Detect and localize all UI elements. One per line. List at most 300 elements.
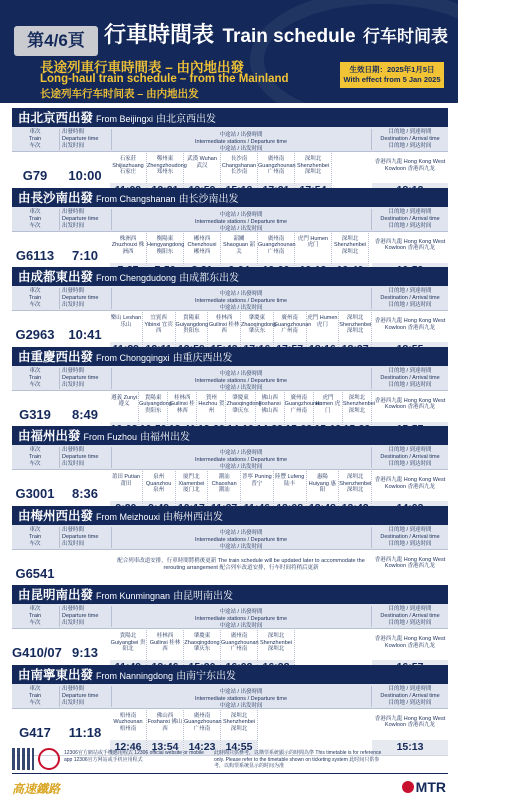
stop-name: 廣州南 Guangzhounan 广州南 [258,235,296,255]
column-header-line: 车次 [29,461,41,467]
column-header-line: 目的地 / 到达时间 [388,699,432,706]
section-heading-zh: 由長沙南出發 [18,190,94,205]
column-header-line: Train [28,136,42,142]
column-header-row [12,604,448,629]
departure-time: 8:36 [71,486,99,501]
title-zh: 行車時間表 [104,23,215,48]
column-header-line: 目的地 / 到达时间 [388,302,432,308]
column-header-line: 出发时间 [62,620,85,626]
arrival-time: 15:13 [372,740,448,755]
column-separator [59,686,60,707]
stop-name: 武漢 Wuhan 武汉 [187,156,217,169]
column-header-intermediate [112,286,370,311]
page-header [0,0,458,103]
column-header-line: 出發時間 [62,447,85,453]
stop-name: 貴陽東 Guiyangdong 贵阳东 [175,315,209,334]
column-header-line: 出发时间 [62,302,85,308]
stop-name: 桂林西 Guilinxi 桂林西 [208,315,240,334]
column-separator [371,288,372,309]
column-separator [59,368,60,389]
column-header-destination [372,525,448,550]
column-header-line: Train [28,374,42,381]
section-heading [12,426,448,445]
stop-name: 株洲西 Zhuzhouxi 株洲西 [111,235,145,255]
stop-name: 桂林西 Guilinxi 桂林西 [169,394,195,414]
column-header-line: 中途站 / 出发时间 [219,384,263,391]
column-separator [59,447,60,468]
column-header-row [12,127,448,152]
column-header-line: Departure time [62,533,99,540]
column-header-line: 出发时间 [62,699,85,706]
train-number: G6113 [15,247,55,263]
footer-disclaimer: 此時間只供參考，以購票系統顯示的時間為準 This timetable is for reference only. Please refer to the timetable shown on ticketing system 此时间只供参考，以购票系统显示的时间为准 [214,750,382,769]
stop-time: 12:46 [110,740,146,755]
column-header-train [12,525,58,550]
column-header-line: 目的地 / 到达时间 [388,461,432,467]
column-header-intermediate [112,525,370,550]
timetable-section [12,665,448,756]
column-header-line: 车次 [29,699,41,706]
destination-name: 香港西九龍 Hong Kong West Kowloon 香港西九龙 [374,397,446,410]
column-header-line: 目的地 / 到達時間 [388,129,432,135]
stop-name: 普寧 Puning 普宁 [242,474,272,487]
column-header-line: Destination / Arrival time [380,295,440,301]
section-heading-en: From Kunmingnan [96,591,171,601]
section-heading [12,585,448,604]
section-heading-en: From Nanningdong [96,670,174,681]
column-header-line: 出发时间 [62,540,85,547]
column-header-line: 中途站 / 出發時間 [219,132,263,138]
stop-name: 貴陽北 Guiyangbei 贵阳北 [110,633,146,652]
section-heading-zh: 由昆明南出發 [18,588,94,602]
column-separator [111,288,112,309]
column-header-line: 中途站 / 出发时间 [219,146,263,152]
page-badge: 第4/6頁 [14,26,98,56]
column-header-intermediate [112,127,370,152]
timetable-section [12,108,448,199]
column-header-line: 中途站 / 出发时间 [219,464,263,470]
column-header-line: 目的地 / 到达时间 [388,540,432,547]
column-header-line: 中途站 / 出發時間 [219,211,263,218]
column-header-train [12,127,58,152]
stop-name: 衡陽東 Hengyangdong 衡阳东 [147,235,185,255]
stop-name: 石家莊 Shijiazhuang 石家庄 [112,156,144,175]
stop-name: 鄭州東 Zhengzhoudong 郑州东 [147,156,187,175]
column-header-line: 目的地 / 到達時間 [388,526,432,533]
column-header-line: Intermediate stations / Departure time [194,377,287,384]
stop-name: 虎門 Humen 虎门 [307,315,338,328]
column-header-line: 目的地 / 到達時間 [388,208,432,215]
column-header-intermediate [112,684,370,709]
stop-name: 梧州南 Wuzhounan 梧州南 [113,712,143,732]
section-heading-en: From Fuzhou [83,432,138,442]
departure-time: 10:00 [68,168,102,183]
column-header-line: 中途站 / 出发时间 [219,305,263,311]
column-separator [371,368,372,389]
column-header-line: Train [28,215,42,222]
column-header-line: 車次 [29,606,41,612]
column-separator [59,288,60,309]
column-header-line: Intermediate stations / Departure time [194,616,287,622]
column-separator [111,686,112,707]
column-header-departure [60,684,110,709]
column-separator [371,606,372,627]
section-heading-zh: 由北京西出發 [18,111,94,125]
column-header-destination [372,207,448,232]
column-header-line: Departure time [62,692,99,699]
timetable-section [12,188,448,279]
column-header-departure [60,525,110,550]
column-header-line: 中途站 / 出发时间 [219,543,263,550]
brand-mtr-text: MTR [415,779,446,795]
column-header-row [12,445,448,470]
section-heading-en: From Meizhouxi [96,511,161,522]
column-header-line: 車次 [29,685,41,692]
train-number: G319 [19,406,51,422]
column-header-line: Destination / Arrival time [380,454,440,460]
stop-name: 賀州 Hezhou 贺州 [198,394,225,414]
timetable-section [12,347,448,438]
column-header-line: 中途站 / 出发时间 [219,702,263,709]
footer-divider [12,773,448,774]
destination-cell [372,710,448,755]
column-header-departure [60,445,110,470]
column-header-line: 目的地 / 到达时间 [388,620,432,626]
destination-name: 香港西九龍 Hong Kong West Kowloon 香港西九龙 [374,715,446,728]
column-separator [371,129,372,150]
column-separator [111,606,112,627]
column-header-line: 中途站 / 出發時間 [219,609,263,615]
column-header-line: 目的地 / 到達時間 [388,367,432,374]
column-header-destination [372,366,448,391]
section-heading-zh: 由成都東出發 [18,270,94,284]
effective-date-en: With effect from 5 Jan 2025 [343,75,441,84]
column-header-line: 车次 [29,222,41,229]
column-header-train [12,207,58,232]
stop-name: 虎門 Humen 虎门 [315,394,341,414]
stop-name: 遵義 Zunyi 遵义 [111,394,138,407]
column-header-line: 中途站 / 出发时间 [219,623,263,629]
column-separator [111,209,112,230]
column-header-line: Departure time [62,454,99,460]
brand-high-speed-rail: 高速鐵路 [12,782,61,796]
column-separator [111,447,112,468]
column-header-line: 車次 [29,288,41,294]
column-header-line: 車次 [29,208,41,215]
stop-name: 深圳北 Shenzhenbei 深圳北 [259,633,293,652]
timetable-section [12,506,448,597]
destination-name: 香港西九龍 Hong Kong West Kowloon 香港西九龙 [374,636,446,649]
stop-cell [147,710,184,755]
column-header-line: Destination / Arrival time [380,215,440,222]
stop-name: 佛山西 Foshanxi 佛山西 [147,712,183,732]
section-heading-en: From Changshanan [96,193,176,204]
column-header-line: 出發時間 [62,367,85,374]
section-heading [12,665,448,684]
column-header-destination [372,127,448,152]
section-heading-en: From Chengdudong [96,273,177,283]
stop-name: 深圳北 Shenzhenbei 深圳北 [339,315,372,334]
destination-name: 香港西九龍 Hong Kong West Kowloon 香港西九龙 [374,477,446,490]
column-header-line: Intermediate stations / Departure time [194,139,287,145]
column-header-train [12,445,58,470]
column-header-line: 中途站 / 出发时间 [219,225,263,232]
column-header-intermediate [112,604,370,629]
stop-name: 肇慶東 Zhaoqingdong 肇庆东 [184,633,220,652]
stop-name: 宜賓西 Yibinxi 宜宾西 [144,315,173,334]
destination-name: 香港西九龍 Hong Kong West Kowloon 香港西九龙 [374,238,446,251]
section-heading-zh2: 由重庆西出发 [172,352,233,364]
column-header-row [12,525,448,550]
column-header-line: Intermediate stations / Departure time [194,457,287,463]
brand-mtr [402,779,446,795]
train-number: G417 [19,724,51,740]
column-header-destination [372,604,448,629]
column-header-line: 車次 [29,526,41,533]
qr-code-icon [12,748,34,770]
column-header-row [12,207,448,232]
stop-name: 陸豐 Lufeng 陆丰 [274,474,305,487]
subtitle-en: Long-haul train schedule – from the Mainland [40,73,289,85]
timetable-section [12,426,448,517]
column-header-line: Destination / Arrival time [380,374,440,381]
stop-time: 14:23 [184,740,220,755]
departure-time: 8:49 [71,406,99,422]
destination-name: 香港西九龍 Hong Kong West Kowloon 香港西九龙 [374,556,446,569]
section-heading-zh: 由重慶西出發 [18,349,94,364]
column-header-line: Departure time [62,613,99,619]
stop-name: 虎門 Humen 虎门 [297,235,329,248]
train-number: G6541 [15,565,55,581]
column-header-line: Train [28,533,42,540]
stop-name: 潮汕 Chaoshan 潮汕 [211,474,237,493]
departure-time: 7:10 [71,247,99,263]
column-header-line: 车次 [29,540,41,547]
column-header-departure [60,366,110,391]
schedule-update-note: 配合列車改道安排，行車時間將稍後更新 The train schedule will be updated later to accommodate the rerouting arrangement 配合列车改道安排，行车时间将稍后更新 [117,557,365,571]
column-header-line: 车次 [29,143,41,149]
section-heading-zh: 由福州出發 [18,429,81,443]
stop-cell [110,710,147,755]
mtr-logo-icon [402,781,414,793]
subtitle-zh-simplified: 长途列车行车时间表 – 由内地出发 [40,88,199,100]
stop-name: 廣州南 Guangzhounan 广州南 [258,156,296,175]
section-heading-zh2: 由南宁东出发 [176,670,237,682]
column-header-train [12,286,58,311]
stop-name: 郴州西 Chenzhouxi 郴州西 [187,235,217,255]
title-en: Train schedule [222,26,356,47]
column-header-line: Train [28,454,42,460]
column-header-line: Destination / Arrival time [380,136,440,142]
train-number: G410/07 [12,645,62,660]
column-header-line: Destination / Arrival time [380,613,440,619]
stop-name: 莆田 Putian 莆田 [111,474,140,487]
train-row [12,709,448,756]
stop-time: 14:55 [221,740,257,755]
column-header-line: Intermediate stations / Departure time [194,298,287,304]
stop-name: 深圳北 Shenzhenbei 深圳北 [342,394,375,414]
section-heading [12,506,448,525]
section-heading-en: From Beijingxi [96,114,154,124]
stop-name: 肇慶東 Zhaoqingdong 肇庆东 [241,315,277,334]
column-header-line: 車次 [29,129,41,135]
column-header-line: 目的地 / 到达时间 [388,143,432,149]
section-heading-zh: 由南寧東出發 [18,667,94,682]
train-number: G2963 [15,327,55,342]
column-separator [59,606,60,627]
column-header-train [12,604,58,629]
column-header-line: Intermediate stations / Departure time [194,218,287,225]
section-heading [12,267,448,286]
column-header-line: 出发时间 [62,461,85,467]
column-separator [371,447,372,468]
column-header-row [12,684,448,709]
column-header-destination [372,445,448,470]
column-header-line: 出发时间 [62,381,85,388]
stop-name: 桂林西 Guilinxi 桂林西 [149,633,181,652]
column-header-line: 目的地 / 到达时间 [388,381,432,388]
stop-name: 韶關 Shaoguan 韶关 [222,235,256,255]
column-header-departure [60,207,110,232]
stop-cell [184,710,221,755]
column-separator [371,527,372,548]
intermediate-stops [110,710,372,755]
column-header-intermediate [112,366,370,391]
railway-logo-icon [38,748,60,770]
column-header-line: Destination / Arrival time [380,533,440,540]
column-header-intermediate [112,207,370,232]
column-header-line: 车次 [29,620,41,626]
column-header-line: 出發時間 [62,685,85,692]
column-separator [111,129,112,150]
column-header-line: 出发时间 [62,222,85,229]
column-header-line: 出發時間 [62,526,85,533]
column-header-row [12,366,448,391]
column-header-line: 出發時間 [62,208,85,215]
departure-time: 10:41 [68,327,102,342]
stop-name: 肇慶東 Zhaoqingdong 肇庆东 [226,394,262,414]
timetable-section [12,267,448,358]
column-header-line: Train [28,295,42,301]
column-header-line: 中途站 / 出發時間 [219,688,263,695]
stop-name: 惠陽 Huiyang 惠阳 [308,474,336,493]
destination-name: 香港西九龍 Hong Kong West Kowloon 香港西九龙 [374,159,446,172]
column-separator [59,129,60,150]
stop-name: 泉州 Quanzhou 泉州 [145,474,172,493]
section-heading-zh2: 由梅州西出发 [163,511,224,523]
column-header-line: 中途站 / 出發時間 [219,370,263,377]
train-number: G3001 [15,486,55,501]
subtitle-zh: 長途列車行車時間表 – 由內地出發 [40,60,245,75]
column-header-line: 车次 [29,381,41,388]
section-heading-zh2: 由福州出发 [140,432,191,443]
departure-time: 11:18 [68,724,102,740]
section-heading [12,108,448,127]
section-heading-zh: 由梅州西出發 [18,508,94,523]
section-heading-zh2: 由北京西出发 [156,114,217,125]
column-header-line: 目的地 / 到達時間 [388,606,432,612]
column-header-train [12,366,58,391]
column-header-destination [372,286,448,311]
stop-name: 深圳北 Shenzhenbei 深圳北 [222,712,256,732]
stop-name: 廣州南 Guangzhounan 广州南 [273,315,312,334]
column-header-line: Train [28,613,42,619]
stop-name: 貴陽東 Guiyangdong 贵阳东 [139,394,172,414]
column-header-line: 车次 [29,302,41,308]
stop-name: 佛山西 Foshanxi 佛山西 [258,394,281,414]
section-heading [12,188,448,207]
column-header-train [12,684,58,709]
column-header-line: 目的地 / 到達時間 [388,685,432,692]
page-title [104,18,448,49]
column-header-line: 出發時間 [62,129,85,135]
column-header-destination [372,684,448,709]
column-separator [59,209,60,230]
column-header-line: 中途站 / 出發時間 [219,291,263,297]
column-header-line: Intermediate stations / Departure time [194,695,287,702]
column-header-departure [60,286,110,311]
column-header-line: 出发时间 [62,143,85,149]
stop-name: 廣州南 Guangzhounan 广州南 [284,394,323,414]
stop-name: 廈門北 Xiamenbei 厦门北 [178,474,205,493]
section-heading-zh2: 由昆明南出发 [173,591,234,602]
column-header-line: 出發時間 [62,606,85,612]
column-separator [371,209,372,230]
stop-name: 廣州南 Guangzhounan 广州南 [184,712,222,732]
column-header-departure [60,604,110,629]
column-header-line: 目的地 / 到達時間 [388,288,432,294]
column-header-line: Destination / Arrival time [380,692,440,699]
column-header-row [12,286,448,311]
column-header-line: 中途站 / 出發時間 [219,529,263,536]
section-heading-en: From Chongqingxi [96,352,170,363]
column-header-line: Train [28,692,42,699]
column-header-line: 車次 [29,447,41,453]
effective-date-zh: 生效日期：2025年1月5日 [349,65,435,74]
stop-name: 深圳北 Shenzhenbei 深圳北 [333,235,367,255]
stop-name: 樂山 Leshan 乐山 [110,315,142,328]
footer-left-note: 12306官方網站或手機應用程式 12306 official website or mobile app 12306官方网站或手机应用程式 [64,750,204,763]
column-separator [59,527,60,548]
column-header-line: 目的地 / 到达时间 [388,222,432,229]
column-header-departure [60,127,110,152]
stop-name: 長沙南 Changshanan 长沙南 [221,156,257,175]
stop-name: 深圳北 Shenzhenbei 深圳北 [296,156,330,175]
section-heading-zh2: 由成都东出发 [179,273,240,284]
column-header-line: Intermediate stations / Departure time [194,536,287,543]
section-heading-zh2: 由长沙南出发 [178,193,239,205]
column-separator [111,368,112,389]
column-header-line: Departure time [62,295,99,301]
destination-name: 香港西九龍 Hong Kong West Kowloon 香港西九龙 [374,318,446,331]
column-header-intermediate [112,445,370,470]
stop-name: 深圳北 Shenzhenbei 深圳北 [339,474,372,493]
column-header-line: 車次 [29,367,41,374]
train-number: G79 [22,168,48,183]
column-header-line: Departure time [62,136,99,142]
column-separator [111,527,112,548]
stop-time: 13:54 [147,740,183,755]
column-header-line: 目的地 / 到達時間 [388,447,432,453]
column-separator [371,686,372,707]
column-header-line: 出發時間 [62,288,85,294]
column-header-line: 中途站 / 出發時間 [219,450,263,456]
stop-cell [221,710,258,755]
column-header-line: Departure time [62,374,99,381]
effective-date-badge [340,62,444,88]
section-heading [12,347,448,366]
stop-name: 廣州南 Guangzhounan 广州南 [221,633,259,652]
